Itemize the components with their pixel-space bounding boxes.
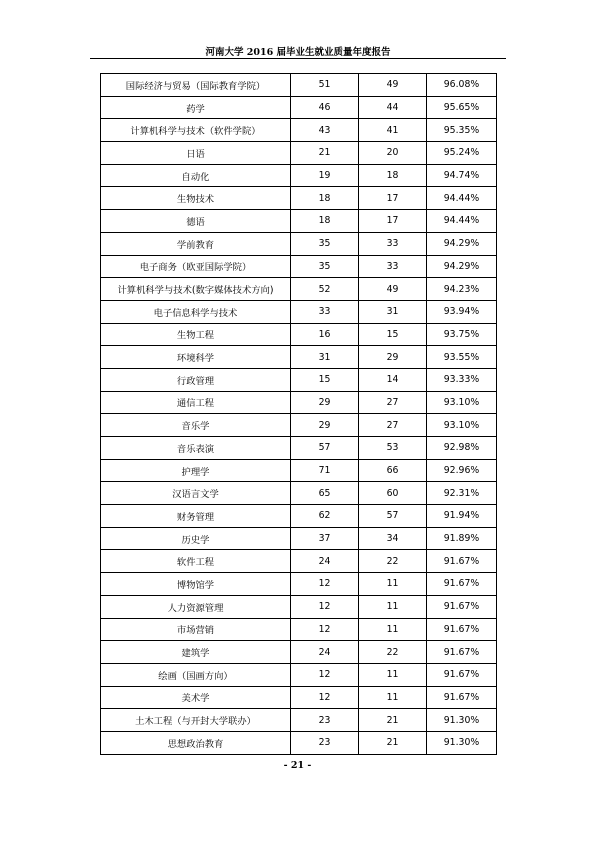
major-cell: 软件工程 <box>101 550 291 573</box>
graduates-cell: 23 <box>291 709 359 732</box>
rate-cell: 91.67% <box>427 663 497 686</box>
graduates-cell: 31 <box>291 346 359 369</box>
rate-cell: 94.74% <box>427 164 497 187</box>
employed-cell: 18 <box>359 164 427 187</box>
graduates-cell: 12 <box>291 595 359 618</box>
table-row <box>101 709 497 732</box>
employed-cell: 11 <box>359 573 427 596</box>
table-row <box>101 368 497 391</box>
graduates-cell: 57 <box>291 437 359 460</box>
table-row <box>101 119 497 142</box>
graduates-cell: 43 <box>291 119 359 142</box>
employed-cell: 60 <box>359 482 427 505</box>
employed-cell: 31 <box>359 300 427 323</box>
rate-cell: 96.08% <box>427 74 497 97</box>
page-number: - 21 - <box>283 760 312 771</box>
table-body <box>101 74 497 755</box>
table-row <box>101 527 497 550</box>
graduates-cell: 24 <box>291 550 359 573</box>
table-row <box>101 414 497 437</box>
graduates-cell: 12 <box>291 663 359 686</box>
rate-cell: 91.67% <box>427 550 497 573</box>
major-cell: 美术学 <box>101 686 291 709</box>
graduates-cell: 12 <box>291 618 359 641</box>
rate-cell: 91.67% <box>427 595 497 618</box>
graduates-cell: 29 <box>291 414 359 437</box>
employed-cell: 22 <box>359 550 427 573</box>
graduates-cell: 12 <box>291 573 359 596</box>
major-cell: 电子信息科学与技术 <box>101 300 291 323</box>
rate-cell: 92.98% <box>427 437 497 460</box>
table-row <box>101 618 497 641</box>
table-row <box>101 459 497 482</box>
graduates-cell: 51 <box>291 74 359 97</box>
employed-cell: 11 <box>359 663 427 686</box>
employed-cell: 53 <box>359 437 427 460</box>
rate-cell: 91.94% <box>427 505 497 528</box>
employed-cell: 27 <box>359 391 427 414</box>
employed-cell: 29 <box>359 346 427 369</box>
major-cell: 人力资源管理 <box>101 595 291 618</box>
employed-cell: 17 <box>359 210 427 233</box>
rate-cell: 93.33% <box>427 368 497 391</box>
table-row <box>101 346 497 369</box>
major-cell: 自动化 <box>101 164 291 187</box>
major-cell: 德语 <box>101 210 291 233</box>
table-row <box>101 391 497 414</box>
graduates-cell: 29 <box>291 391 359 414</box>
major-cell: 日语 <box>101 142 291 165</box>
graduates-cell: 37 <box>291 527 359 550</box>
major-cell: 行政管理 <box>101 368 291 391</box>
rate-cell: 94.29% <box>427 255 497 278</box>
major-cell: 汉语言文学 <box>101 482 291 505</box>
major-cell: 学前教育 <box>101 232 291 255</box>
table-row <box>101 255 497 278</box>
table-row <box>101 482 497 505</box>
employed-cell: 15 <box>359 323 427 346</box>
table-row <box>101 164 497 187</box>
rate-cell: 95.24% <box>427 142 497 165</box>
employed-cell: 49 <box>359 278 427 301</box>
major-cell: 国际经济与贸易（国际教育学院） <box>101 74 291 97</box>
rate-cell: 94.23% <box>427 278 497 301</box>
table-row <box>101 278 497 301</box>
employed-cell: 33 <box>359 255 427 278</box>
rate-cell: 91.67% <box>427 686 497 709</box>
table-row <box>101 74 497 97</box>
employed-cell: 11 <box>359 618 427 641</box>
major-cell: 音乐表演 <box>101 437 291 460</box>
employed-cell: 21 <box>359 709 427 732</box>
major-cell: 生物工程 <box>101 323 291 346</box>
graduates-cell: 62 <box>291 505 359 528</box>
major-cell: 通信工程 <box>101 391 291 414</box>
graduates-cell: 24 <box>291 641 359 664</box>
table-row <box>101 187 497 210</box>
table-row <box>101 96 497 119</box>
rate-cell: 91.67% <box>427 641 497 664</box>
employed-cell: 34 <box>359 527 427 550</box>
employed-cell: 17 <box>359 187 427 210</box>
graduates-cell: 35 <box>291 232 359 255</box>
table-row <box>101 232 497 255</box>
table-row <box>101 641 497 664</box>
major-cell: 市场营销 <box>101 618 291 641</box>
running-header: 河南大学 2016 届毕业生就业质量年度报告 <box>205 47 391 58</box>
employed-cell: 49 <box>359 74 427 97</box>
rate-cell: 92.31% <box>427 482 497 505</box>
employed-cell: 66 <box>359 459 427 482</box>
rate-cell: 93.94% <box>427 300 497 323</box>
major-cell: 财务管理 <box>101 505 291 528</box>
employed-cell: 21 <box>359 731 427 754</box>
graduates-cell: 12 <box>291 686 359 709</box>
rate-cell: 93.10% <box>427 414 497 437</box>
graduates-cell: 35 <box>291 255 359 278</box>
rate-cell: 91.67% <box>427 618 497 641</box>
graduates-cell: 18 <box>291 210 359 233</box>
graduates-cell: 19 <box>291 164 359 187</box>
table-row <box>101 550 497 573</box>
table-row <box>101 323 497 346</box>
major-cell: 生物技术 <box>101 187 291 210</box>
table-row <box>101 300 497 323</box>
employed-cell: 11 <box>359 595 427 618</box>
major-cell: 环境科学 <box>101 346 291 369</box>
rate-cell: 91.67% <box>427 573 497 596</box>
employed-cell: 57 <box>359 505 427 528</box>
rate-cell: 93.10% <box>427 391 497 414</box>
graduates-cell: 33 <box>291 300 359 323</box>
major-cell: 绘画（国画方向） <box>101 663 291 686</box>
rate-cell: 94.44% <box>427 187 497 210</box>
rate-cell: 95.35% <box>427 119 497 142</box>
table-row <box>101 595 497 618</box>
rate-cell: 91.30% <box>427 709 497 732</box>
major-cell: 土木工程（与开封大学联办） <box>101 709 291 732</box>
employed-cell: 14 <box>359 368 427 391</box>
graduates-cell: 65 <box>291 482 359 505</box>
table-row <box>101 573 497 596</box>
major-cell: 建筑学 <box>101 641 291 664</box>
rate-cell: 93.75% <box>427 323 497 346</box>
employed-cell: 33 <box>359 232 427 255</box>
rate-cell: 91.30% <box>427 731 497 754</box>
major-cell: 药学 <box>101 96 291 119</box>
employed-cell: 27 <box>359 414 427 437</box>
employed-cell: 41 <box>359 119 427 142</box>
graduates-cell: 71 <box>291 459 359 482</box>
rate-cell: 92.96% <box>427 459 497 482</box>
major-cell: 历史学 <box>101 527 291 550</box>
employed-cell: 20 <box>359 142 427 165</box>
table-row <box>101 142 497 165</box>
major-cell: 音乐学 <box>101 414 291 437</box>
table-row <box>101 663 497 686</box>
graduates-cell: 52 <box>291 278 359 301</box>
graduates-cell: 46 <box>291 96 359 119</box>
rate-cell: 94.29% <box>427 232 497 255</box>
rate-cell: 95.65% <box>427 96 497 119</box>
employed-cell: 22 <box>359 641 427 664</box>
graduates-cell: 21 <box>291 142 359 165</box>
graduates-cell: 16 <box>291 323 359 346</box>
graduates-cell: 15 <box>291 368 359 391</box>
rate-cell: 94.44% <box>427 210 497 233</box>
header-rule <box>90 58 506 59</box>
employed-cell: 11 <box>359 686 427 709</box>
graduates-cell: 18 <box>291 187 359 210</box>
major-cell: 博物馆学 <box>101 573 291 596</box>
employed-cell: 44 <box>359 96 427 119</box>
table-row <box>101 437 497 460</box>
major-cell: 电子商务（欧亚国际学院） <box>101 255 291 278</box>
table-row <box>101 731 497 754</box>
major-cell: 思想政治教育 <box>101 731 291 754</box>
table-row <box>101 210 497 233</box>
major-cell: 护理学 <box>101 459 291 482</box>
rate-cell: 93.55% <box>427 346 497 369</box>
table-row <box>101 505 497 528</box>
employment-rate-table <box>100 73 497 755</box>
rate-cell: 91.89% <box>427 527 497 550</box>
major-cell: 计算机科学与技术(数字媒体技术方向) <box>101 278 291 301</box>
graduates-cell: 23 <box>291 731 359 754</box>
major-cell: 计算机科学与技术（软件学院） <box>101 119 291 142</box>
table-row <box>101 686 497 709</box>
